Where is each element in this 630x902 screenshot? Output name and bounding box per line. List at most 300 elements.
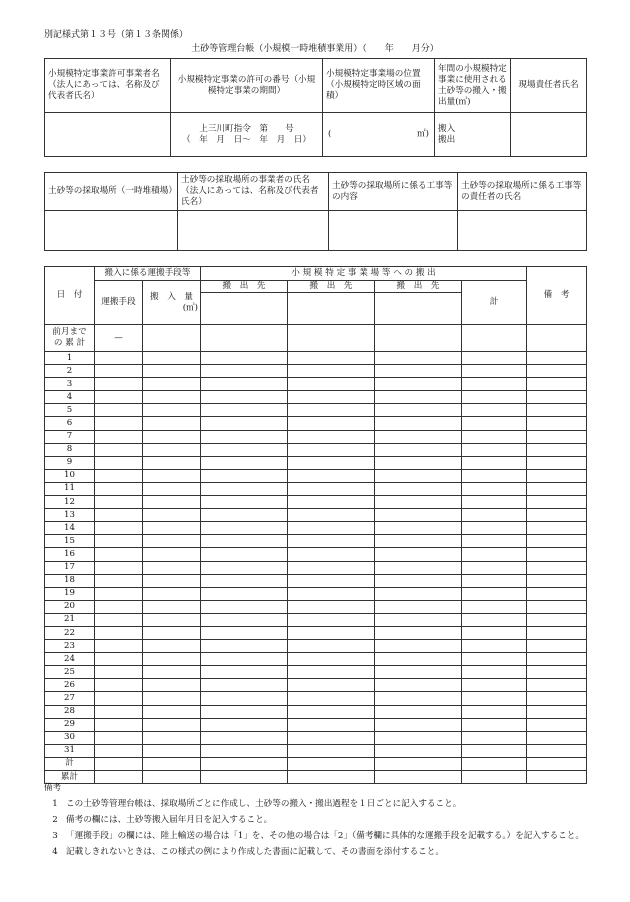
ledger-cell[interactable] bbox=[375, 744, 462, 757]
day-row bbox=[45, 692, 587, 705]
ledger-cell[interactable] bbox=[527, 352, 587, 365]
ledger-cell[interactable] bbox=[527, 365, 587, 378]
ledger-cell[interactable] bbox=[143, 744, 201, 757]
day-row bbox=[45, 718, 587, 731]
ledger-cell[interactable] bbox=[288, 378, 375, 391]
ledger-cell[interactable] bbox=[95, 718, 143, 731]
ledger-cell[interactable] bbox=[462, 744, 527, 757]
note-number: 2 bbox=[52, 815, 58, 826]
day-row-label: 1 bbox=[45, 352, 95, 365]
carry-in-amount-unit: (㎥) bbox=[182, 302, 199, 313]
ledger-cell[interactable] bbox=[375, 391, 462, 404]
ledger-cell[interactable] bbox=[143, 679, 201, 692]
ledger-cell[interactable] bbox=[143, 613, 201, 626]
ledger-cell[interactable] bbox=[143, 391, 201, 404]
ledger-cell[interactable] bbox=[143, 365, 201, 378]
ledger-cell[interactable] bbox=[462, 417, 527, 430]
ledger-cell[interactable] bbox=[201, 757, 288, 770]
ledger-cell[interactable] bbox=[201, 718, 288, 731]
note-number: 4 bbox=[52, 847, 58, 858]
ledger-cell[interactable] bbox=[288, 600, 375, 613]
note-text: 備考の欄には、土砂等搬入届年月日を記入すること。 bbox=[66, 815, 273, 826]
ledger-cell[interactable] bbox=[143, 378, 201, 391]
ledger-cell[interactable] bbox=[288, 417, 375, 430]
site-location-header: 小規模特定事業場の位置（小規模特定時区域の面積） bbox=[323, 59, 435, 113]
ledger-cell[interactable] bbox=[95, 469, 143, 482]
ledger-cell[interactable] bbox=[95, 535, 143, 548]
ledger-cell[interactable] bbox=[527, 705, 587, 718]
ledger-cell[interactable] bbox=[375, 535, 462, 548]
site-area-cell[interactable] bbox=[323, 113, 435, 157]
ledger-cell[interactable] bbox=[288, 469, 375, 482]
ledger-cell[interactable] bbox=[143, 692, 201, 705]
ledger-cell[interactable] bbox=[462, 548, 527, 561]
ledger-cell[interactable] bbox=[95, 548, 143, 561]
day-row-label: 15 bbox=[45, 535, 95, 548]
day-row bbox=[45, 496, 587, 509]
ledger-cell[interactable] bbox=[143, 417, 201, 430]
ledger-cell[interactable] bbox=[462, 482, 527, 495]
ledger-cell[interactable] bbox=[143, 626, 201, 639]
ledger-cell[interactable] bbox=[95, 482, 143, 495]
ledger-cell[interactable] bbox=[527, 640, 587, 653]
ledger-cell[interactable] bbox=[462, 535, 527, 548]
ledger-cell[interactable] bbox=[95, 653, 143, 666]
ledger-cell[interactable] bbox=[201, 443, 288, 456]
ledger-cell[interactable] bbox=[375, 600, 462, 613]
ledger-cell[interactable] bbox=[288, 666, 375, 679]
ledger-cell[interactable] bbox=[201, 391, 288, 404]
ledger-cell[interactable] bbox=[95, 640, 143, 653]
ledger-cell[interactable] bbox=[95, 417, 143, 430]
ledger-cell[interactable] bbox=[95, 404, 143, 417]
site-manager-cell[interactable] bbox=[511, 113, 587, 157]
ledger-cell[interactable] bbox=[95, 443, 143, 456]
day-row-label: 24 bbox=[45, 653, 95, 666]
ledger-cell[interactable] bbox=[95, 705, 143, 718]
ledger-cell[interactable] bbox=[201, 430, 288, 443]
ledger-cell[interactable] bbox=[527, 561, 587, 574]
ledger-cell[interactable] bbox=[375, 469, 462, 482]
ledger-cell[interactable] bbox=[95, 666, 143, 679]
ledger-cell[interactable] bbox=[527, 718, 587, 731]
ledger-cell[interactable] bbox=[95, 626, 143, 639]
ledger-cell[interactable] bbox=[288, 535, 375, 548]
ledger-cell[interactable] bbox=[201, 692, 288, 705]
ledger-cell[interactable] bbox=[201, 613, 288, 626]
ledger-cell[interactable] bbox=[201, 325, 288, 352]
ledger-cell[interactable] bbox=[462, 640, 527, 653]
day-row bbox=[45, 705, 587, 718]
ledger-cell[interactable] bbox=[527, 626, 587, 639]
destination-header-3: 搬 出 先 bbox=[375, 281, 462, 293]
ledger-cell[interactable] bbox=[95, 731, 143, 744]
ledger-cell[interactable] bbox=[462, 666, 527, 679]
day-row bbox=[45, 469, 587, 482]
ledger-cell[interactable] bbox=[462, 679, 527, 692]
ledger-cell[interactable] bbox=[288, 561, 375, 574]
ledger-cell[interactable] bbox=[288, 430, 375, 443]
destination-header-2: 搬 出 先 bbox=[288, 281, 375, 293]
ledger-cell[interactable] bbox=[288, 548, 375, 561]
ledger-cell[interactable] bbox=[375, 640, 462, 653]
ledger-cell[interactable] bbox=[527, 417, 587, 430]
day-row bbox=[45, 653, 587, 666]
ledger-cell[interactable] bbox=[201, 705, 288, 718]
ledger-cell[interactable] bbox=[143, 653, 201, 666]
ledger-cell[interactable] bbox=[375, 705, 462, 718]
ledger-cell[interactable] bbox=[288, 443, 375, 456]
ledger-cell[interactable] bbox=[462, 325, 527, 352]
destination-cell-2[interactable] bbox=[288, 293, 375, 325]
ledger-cell[interactable] bbox=[143, 600, 201, 613]
ledger-cell[interactable] bbox=[375, 417, 462, 430]
notes-heading: 備考 bbox=[44, 783, 62, 793]
ledger-cell[interactable] bbox=[201, 404, 288, 417]
ledger-cell[interactable] bbox=[143, 640, 201, 653]
ledger-cell[interactable] bbox=[375, 548, 462, 561]
ledger-cell[interactable] bbox=[95, 574, 143, 587]
ledger-cell[interactable] bbox=[288, 613, 375, 626]
ledger-cell[interactable] bbox=[143, 574, 201, 587]
ledger-cell[interactable] bbox=[143, 469, 201, 482]
ledger-cell[interactable] bbox=[375, 718, 462, 731]
ledger-cell[interactable] bbox=[375, 692, 462, 705]
ledger-cell[interactable] bbox=[527, 679, 587, 692]
ledger-cell[interactable] bbox=[201, 365, 288, 378]
ledger-cell[interactable] bbox=[95, 600, 143, 613]
extraction-site-cell[interactable] bbox=[45, 211, 178, 251]
ledger-cell[interactable] bbox=[143, 456, 201, 469]
permit-number-cell[interactable] bbox=[171, 113, 323, 157]
ledger-cell[interactable] bbox=[527, 443, 587, 456]
day-row bbox=[45, 613, 587, 626]
ledger-cell[interactable] bbox=[462, 443, 527, 456]
ledger-cell[interactable] bbox=[375, 325, 462, 352]
ledger-cell[interactable] bbox=[288, 391, 375, 404]
ledger-cell[interactable] bbox=[95, 561, 143, 574]
daily-ledger-table bbox=[44, 266, 587, 784]
day-row bbox=[45, 443, 587, 456]
ledger-cell[interactable] bbox=[527, 731, 587, 744]
ledger-cell[interactable] bbox=[201, 496, 288, 509]
ledger-cell[interactable] bbox=[201, 679, 288, 692]
ledger-cell[interactable] bbox=[95, 456, 143, 469]
ledger-cell[interactable] bbox=[527, 509, 587, 522]
ledger-cell[interactable] bbox=[375, 482, 462, 495]
ledger-cell[interactable] bbox=[375, 731, 462, 744]
ledger-cell[interactable] bbox=[288, 705, 375, 718]
ledger-cell[interactable] bbox=[375, 613, 462, 626]
ledger-cell[interactable] bbox=[201, 352, 288, 365]
ledger-cell[interactable] bbox=[143, 443, 201, 456]
ledger-cell[interactable] bbox=[375, 443, 462, 456]
ledger-cell[interactable] bbox=[288, 757, 375, 770]
ledger-cell[interactable] bbox=[527, 744, 587, 757]
ledger-cell[interactable] bbox=[462, 378, 527, 391]
ledger-cell[interactable] bbox=[288, 626, 375, 639]
ledger-cell[interactable] bbox=[143, 561, 201, 574]
ledger-cell[interactable] bbox=[143, 509, 201, 522]
ledger-cell[interactable] bbox=[375, 561, 462, 574]
ledger-cell[interactable] bbox=[201, 731, 288, 744]
ledger-cell[interactable] bbox=[95, 522, 143, 535]
ledger-cell[interactable] bbox=[527, 653, 587, 666]
ledger-cell[interactable] bbox=[375, 679, 462, 692]
ledger-cell[interactable] bbox=[143, 757, 201, 770]
note-text: この土砂等管理台帳は、採取場所ごとに作成し、土砂等の搬入・搬出過程を１日ごとに記入すること。 bbox=[66, 799, 462, 810]
ledger-cell[interactable] bbox=[462, 561, 527, 574]
day-row-label: 14 bbox=[45, 522, 95, 535]
ledger-cell[interactable] bbox=[201, 522, 288, 535]
ledger-cell[interactable] bbox=[95, 757, 143, 770]
ledger-cell[interactable] bbox=[527, 430, 587, 443]
ledger-cell[interactable] bbox=[375, 757, 462, 770]
ledger-cell[interactable] bbox=[527, 535, 587, 548]
ledger-cell[interactable] bbox=[288, 522, 375, 535]
ledger-cell[interactable] bbox=[143, 430, 201, 443]
form-number: 別記様式第１３号（第１３条関係） bbox=[44, 30, 189, 40]
previous-month-transport: — bbox=[95, 325, 143, 352]
ledger-cell[interactable] bbox=[201, 469, 288, 482]
ledger-cell[interactable] bbox=[288, 365, 375, 378]
ledger-cell[interactable] bbox=[201, 653, 288, 666]
ledger-cell[interactable] bbox=[527, 757, 587, 770]
day-row bbox=[45, 456, 587, 469]
ledger-cell[interactable] bbox=[462, 496, 527, 509]
ledger-cell[interactable] bbox=[375, 653, 462, 666]
ledger-cell[interactable] bbox=[462, 509, 527, 522]
ledger-cell[interactable] bbox=[527, 574, 587, 587]
ledger-cell[interactable] bbox=[143, 482, 201, 495]
ledger-cell[interactable] bbox=[375, 430, 462, 443]
ledger-cell[interactable] bbox=[462, 626, 527, 639]
ledger-cell[interactable] bbox=[288, 679, 375, 692]
ledger-cell[interactable] bbox=[143, 587, 201, 600]
day-row-label: 29 bbox=[45, 718, 95, 731]
ledger-cell[interactable] bbox=[95, 430, 143, 443]
ledger-cell[interactable] bbox=[375, 404, 462, 417]
document-title: 土砂等管理台帳（小規模一時堆積事業用）（ 年 月分） bbox=[191, 44, 439, 54]
ledger-cell[interactable] bbox=[462, 404, 527, 417]
ledger-cell[interactable] bbox=[201, 640, 288, 653]
ledger-cell[interactable] bbox=[95, 378, 143, 391]
ledger-cell[interactable] bbox=[527, 666, 587, 679]
ledger-cell[interactable] bbox=[462, 587, 527, 600]
ledger-cell[interactable] bbox=[462, 430, 527, 443]
ledger-cell[interactable] bbox=[201, 744, 288, 757]
ledger-cell[interactable] bbox=[527, 325, 587, 352]
ledger-cell[interactable] bbox=[95, 509, 143, 522]
ledger-cell[interactable] bbox=[375, 626, 462, 639]
extraction-operator-cell[interactable] bbox=[178, 211, 329, 251]
ledger-cell[interactable] bbox=[201, 456, 288, 469]
day-row bbox=[45, 391, 587, 404]
ledger-cell[interactable] bbox=[375, 378, 462, 391]
permit-number-line: 上三川町指令 第 号 bbox=[199, 123, 294, 134]
ledger-cell[interactable] bbox=[95, 496, 143, 509]
ledger-cell[interactable] bbox=[527, 600, 587, 613]
note-number: 1 bbox=[52, 799, 58, 810]
ledger-cell[interactable] bbox=[288, 325, 375, 352]
ledger-cell[interactable] bbox=[288, 718, 375, 731]
ledger-cell[interactable] bbox=[143, 705, 201, 718]
day-row-label: 4 bbox=[45, 391, 95, 404]
ledger-cell[interactable] bbox=[375, 574, 462, 587]
ledger-cell[interactable] bbox=[288, 509, 375, 522]
ledger-cell[interactable] bbox=[143, 718, 201, 731]
ledger-cell[interactable] bbox=[143, 496, 201, 509]
ledger-cell[interactable] bbox=[201, 378, 288, 391]
ledger-cell[interactable] bbox=[143, 325, 201, 352]
day-row bbox=[45, 352, 587, 365]
ledger-cell[interactable] bbox=[143, 666, 201, 679]
ledger-cell[interactable] bbox=[527, 482, 587, 495]
work-manager-header: 土砂等の採取場所に係る工事等の責任者の氏名 bbox=[458, 173, 587, 211]
day-row bbox=[45, 626, 587, 639]
ledger-cell[interactable] bbox=[288, 653, 375, 666]
ledger-cell[interactable] bbox=[462, 718, 527, 731]
ledger-cell[interactable] bbox=[462, 653, 527, 666]
ledger-cell[interactable] bbox=[95, 587, 143, 600]
destination-cell-3[interactable] bbox=[375, 293, 462, 325]
day-row-label: 17 bbox=[45, 561, 95, 574]
ledger-cell[interactable] bbox=[143, 404, 201, 417]
ledger-cell[interactable] bbox=[527, 378, 587, 391]
ledger-cell[interactable] bbox=[462, 365, 527, 378]
ledger-cell[interactable] bbox=[201, 509, 288, 522]
ledger-cell[interactable] bbox=[201, 417, 288, 430]
outgoing-group-header: 小 規 模 特 定 事 業 場 等 へ の 搬 出 bbox=[201, 267, 527, 281]
sum-row-label: 計 bbox=[45, 757, 95, 770]
ledger-cell[interactable] bbox=[462, 692, 527, 705]
ledger-cell[interactable] bbox=[462, 352, 527, 365]
ledger-cell[interactable] bbox=[462, 469, 527, 482]
ledger-cell[interactable] bbox=[527, 391, 587, 404]
extraction-operator-header: 土砂等の採取場所の事業者の氏名（法人にあっては、名称及び代表者氏名） bbox=[178, 173, 329, 211]
day-row bbox=[45, 731, 587, 744]
ledger-cell[interactable] bbox=[201, 561, 288, 574]
note-text: 記載しきれないときは、この様式の例により作成した書面に記載して、その書面を添付すること。 bbox=[66, 847, 444, 858]
ledger-cell[interactable] bbox=[143, 731, 201, 744]
ledger-cell[interactable] bbox=[527, 587, 587, 600]
ledger-cell[interactable] bbox=[375, 522, 462, 535]
ledger-cell[interactable] bbox=[375, 509, 462, 522]
ledger-cell[interactable] bbox=[95, 365, 143, 378]
ledger-cell[interactable] bbox=[201, 626, 288, 639]
ledger-cell[interactable] bbox=[201, 574, 288, 587]
day-row-label: 11 bbox=[45, 482, 95, 495]
note-number: 3 bbox=[52, 831, 58, 842]
date-header: 日 付 bbox=[45, 267, 95, 325]
ledger-cell[interactable] bbox=[462, 522, 527, 535]
day-row bbox=[45, 404, 587, 417]
ledger-cell[interactable] bbox=[95, 679, 143, 692]
ledger-cell[interactable] bbox=[288, 731, 375, 744]
ledger-cell[interactable] bbox=[288, 640, 375, 653]
business-name-cell[interactable] bbox=[45, 113, 171, 157]
ledger-cell[interactable] bbox=[95, 352, 143, 365]
ledger-cell[interactable] bbox=[143, 535, 201, 548]
ledger-cell[interactable] bbox=[201, 600, 288, 613]
ledger-cell[interactable] bbox=[201, 482, 288, 495]
ledger-cell[interactable] bbox=[288, 692, 375, 705]
ledger-cell[interactable] bbox=[462, 613, 527, 626]
ledger-cell[interactable] bbox=[462, 731, 527, 744]
ledger-cell[interactable] bbox=[201, 535, 288, 548]
day-row-label: 8 bbox=[45, 443, 95, 456]
ledger-cell[interactable] bbox=[375, 666, 462, 679]
ledger-cell[interactable] bbox=[462, 600, 527, 613]
extraction-site-header: 土砂等の採取場所（一時堆積場） bbox=[45, 173, 178, 211]
note-item bbox=[44, 814, 604, 826]
ledger-cell[interactable] bbox=[95, 692, 143, 705]
day-row-label: 6 bbox=[45, 417, 95, 430]
ledger-cell[interactable] bbox=[375, 365, 462, 378]
ledger-cell[interactable] bbox=[462, 705, 527, 718]
ledger-cell[interactable] bbox=[527, 548, 587, 561]
ledger-cell[interactable] bbox=[462, 757, 527, 770]
ledger-cell[interactable] bbox=[143, 548, 201, 561]
day-row-label: 27 bbox=[45, 692, 95, 705]
destination-cell-1[interactable] bbox=[201, 293, 288, 325]
ledger-cell[interactable] bbox=[527, 496, 587, 509]
ledger-cell[interactable] bbox=[462, 456, 527, 469]
ledger-cell[interactable] bbox=[143, 352, 201, 365]
ledger-cell[interactable] bbox=[527, 522, 587, 535]
ledger-cell[interactable] bbox=[201, 587, 288, 600]
day-row-label: 28 bbox=[45, 705, 95, 718]
day-row-label: 16 bbox=[45, 548, 95, 561]
ledger-cell[interactable] bbox=[462, 574, 527, 587]
previous-month-line1: 前月まで bbox=[52, 327, 87, 337]
ledger-cell[interactable] bbox=[95, 613, 143, 626]
ledger-cell[interactable] bbox=[288, 587, 375, 600]
work-content-cell[interactable] bbox=[329, 211, 458, 251]
ledger-cell[interactable] bbox=[288, 456, 375, 469]
day-row bbox=[45, 640, 587, 653]
ledger-cell[interactable] bbox=[527, 469, 587, 482]
ledger-cell[interactable] bbox=[201, 548, 288, 561]
ledger-cell[interactable] bbox=[375, 496, 462, 509]
ledger-cell[interactable] bbox=[288, 482, 375, 495]
ledger-cell[interactable] bbox=[462, 391, 527, 404]
annual-volume-cell[interactable] bbox=[435, 113, 511, 157]
ledger-cell[interactable] bbox=[143, 522, 201, 535]
note-item bbox=[44, 846, 604, 858]
ledger-cell[interactable] bbox=[201, 666, 288, 679]
ledger-cell[interactable] bbox=[288, 352, 375, 365]
ledger-cell[interactable] bbox=[375, 456, 462, 469]
ledger-cell[interactable] bbox=[527, 404, 587, 417]
ledger-cell[interactable] bbox=[375, 352, 462, 365]
ledger-cell[interactable] bbox=[288, 574, 375, 587]
ledger-cell[interactable] bbox=[288, 404, 375, 417]
work-manager-cell[interactable] bbox=[458, 211, 587, 251]
ledger-cell[interactable] bbox=[527, 692, 587, 705]
day-row-label: 3 bbox=[45, 378, 95, 391]
ledger-cell[interactable] bbox=[95, 391, 143, 404]
sum-row bbox=[45, 757, 587, 770]
day-row-label: 19 bbox=[45, 587, 95, 600]
ledger-cell[interactable] bbox=[527, 613, 587, 626]
ledger-cell[interactable] bbox=[288, 496, 375, 509]
ledger-cell[interactable] bbox=[375, 587, 462, 600]
ledger-cell[interactable] bbox=[288, 744, 375, 757]
ledger-cell[interactable] bbox=[95, 744, 143, 757]
day-row-label: 2 bbox=[45, 365, 95, 378]
ledger-cell[interactable] bbox=[527, 456, 587, 469]
